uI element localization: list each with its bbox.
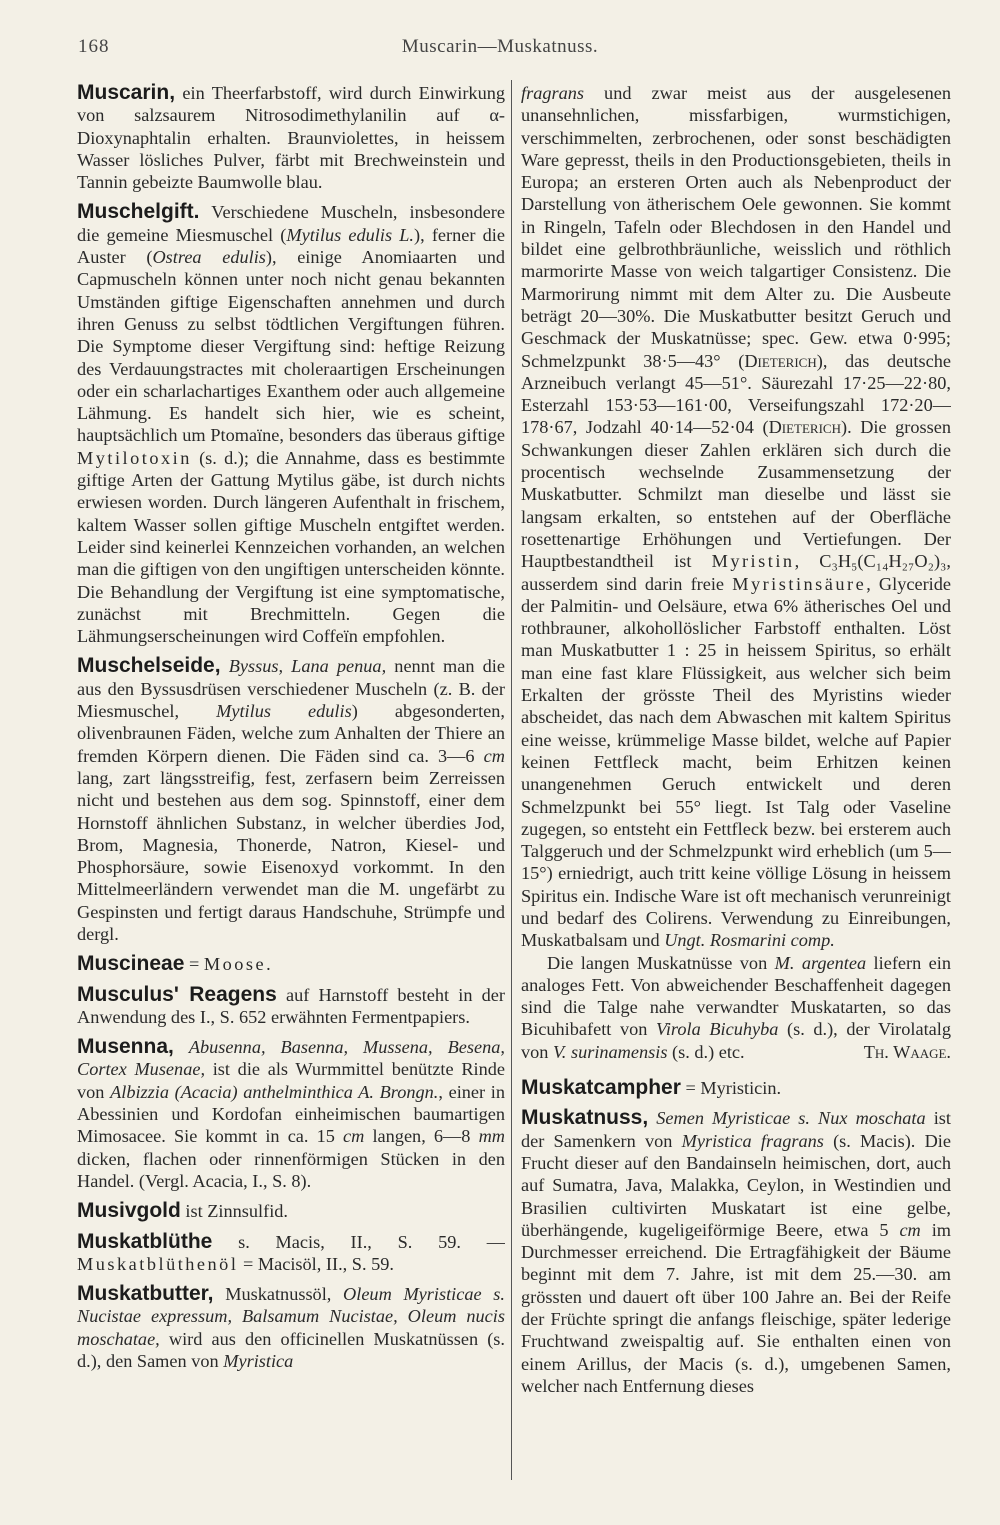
- author-name: Dieterich: [744, 350, 817, 371]
- spaced-term: Moose.: [203, 954, 274, 975]
- entry-text: ist Zinnsulfid.: [185, 1201, 289, 1222]
- entry-text: ) abgesonderten, olivenbraunen Fäden, welche zum Anhalten der Thiere an fremden Körpern dienen. Die Fäden sind ca. 3—6: [77, 701, 505, 766]
- taxon-name: Myristica fragrans: [681, 1130, 824, 1151]
- spaced-term: Myristinsäure: [732, 573, 867, 594]
- preparation-name: Ungt. Rosmarini comp.: [664, 930, 835, 951]
- synonyms: Byssus, Lana penua,: [228, 656, 387, 677]
- entry-text: , Glyceride der Palmitin- und Oelsäure, etwa 6% ätherisches Oel und rothbrauner, alkohollöslicher Farbstoff enthalten. Löst man Muskatbutter 1 : 25 in heissem Spiritus, so erhält man eine fast klare Flüssigkeit, aus welcher sich beim Erkalten der grösste Theil des Myristins wieder abscheidet, das nach dem Abwaschen mit kaltem Spiritus eine weisse, krümmelige Masse bildet, welche auf Papier keinen Fettfleck macht, beim Erhitzen keinen unangenehmen Geruch entwickelt und deren Schmelzpunkt bei 55° liegt. Ist Talg oder Vaseline zugegen, so entsteht ein Fettfleck bezw. bei ersterem auch Talggeruch und der Schmelzpunkt wird erheblich (um 5—15°) erniedrigt, auch tritt keine völlige Lösung in heissem Spiritus ein. Indische Ware ist oft mechanisch verunreinigt und bedarf des Colirens. Verwendung zu Einreibungen, Muskatbalsam und: [521, 573, 951, 951]
- taxon-name: fragrans: [521, 83, 584, 103]
- spaced-term: Muskatblüthenöl: [77, 1253, 239, 1274]
- entry-text: s. Macis, II., S. 59. —: [238, 1231, 505, 1252]
- left-column: [77, 82, 505, 1482]
- entry-text: ), ferner die Auster (: [77, 224, 505, 268]
- entry-text: = Macisöl, II., S. 59.: [242, 1253, 394, 1274]
- author-name: Dieterich: [768, 417, 841, 438]
- entry-text: auf Harnstoff besteht in der Anwendung des I., S. 652 erwähnten Fermentpapiers.: [77, 984, 505, 1027]
- headword-muscarin: Muscarin,: [77, 82, 176, 104]
- entry-text: ein Theerfarbstoff, wird durch Einwirkung von salzsaurem Nitrosodimethylanilin auf α-Dioxynaphtalin erhalten. Braunviolettes, in heissem Wasser lösliches Pulver, färbt mit Brechweinstein und Tannin gebeizte Baumwolle blau.: [77, 83, 505, 193]
- entry-text: im Durchmesser erreichend. Die Ertragfähigkeit der Bäume beginnt mit dem 7. Jahre, ist mit dem 25.—30. am grössten und dauert oft über 100 Jahre an. Bei der Reife der Früchte springt die anfangs fleischige, später lederige Fruchtwand zweispaltig auf. Sie enthalten einen von einem Arillus, der Macis (s. d.), umgebenen Samen, welcher nach Entfernung dieses: [521, 1219, 951, 1396]
- taxon-name: Albizzia (Acacia) anthelminthica A. Brongn.: [110, 1081, 439, 1102]
- entry-text: ist die als Wurmmittel benützte Rinde von: [77, 1059, 505, 1102]
- headword-musenna: Musenna,: [77, 1035, 174, 1059]
- unit: mm: [478, 1126, 505, 1147]
- entry-musculus: [77, 984, 505, 1029]
- headword-muschelseide: Muschelseide,: [77, 654, 221, 678]
- taxon-name: Mytilus edulis L.: [286, 224, 414, 245]
- entry-text: Die langen Muskatnüsse von: [547, 952, 768, 973]
- entry-muskatcampher: [521, 1077, 951, 1099]
- entry-text: , einer in Abessinien und Kordofan einheimischen baumartigen Mimosacee. Sie kommt in ca. 15: [77, 1081, 505, 1147]
- entry-text: (s. d.); die Annahme, dass es bestimmte giftige Arten der Gattung Mytilus gäbe, ist durch nichts erwiesen worden. Durch längeren Aufenthalt in frischem, kaltem Wasser sollen giftige Muscheln entgiftet werden. Leider sind keinerlei Kennzeichen vorhanden, an welchen man die giftigen von den ungiftigen unterscheiden könnte. Die Behandlung der Vergiftung ist eine symptomatische, zunächst mit Brechmitteln. Gegen die Lähmungserscheinungen wird Coffeïn empfohlen.: [77, 447, 505, 647]
- author-signature: Th. Waage.: [863, 1041, 951, 1062]
- headword-muskatnuss: Muskatnuss,: [521, 1106, 649, 1130]
- entry-text: , C₃H₅(C₁₄H₂₇O₂)₃, ausserdem sind darin freie: [521, 551, 951, 594]
- entry-text: dicken, flachen oder rinnenförmigen Stücken in den Handel. (Vergl. Acacia, I., S. 8).: [77, 1148, 505, 1191]
- entry-text: wird aus den officinellen Muskatnüssen (s. d.), den Samen von: [77, 1328, 505, 1372]
- spaced-term: Mytilotoxin: [77, 447, 192, 468]
- entry-muschelgift: [77, 201, 505, 647]
- entry-text: Verschiedene Muscheln, insbesondere die gemeine Miesmuschel (: [77, 202, 505, 245]
- synonyms: Abusenna, Basenna, Mussena, Besena, Cortex Musenae,: [77, 1037, 505, 1080]
- entry-musivgold: [77, 1200, 505, 1222]
- entry-muskatbutter: [77, 1283, 505, 1372]
- running-title: Muscarin—Muskatnuss.: [401, 36, 599, 57]
- entry-text: nennt man die aus den Byssusdrüsen verschiedener Muscheln (z. B. der Miesmuschel,: [77, 656, 505, 722]
- taxon-name: Mytilus edulis: [216, 701, 352, 722]
- taxon-name: Myristica: [223, 1351, 294, 1372]
- entry-muskatnuss: [521, 1107, 951, 1397]
- entry-muschelseide: [77, 655, 505, 945]
- entry-text: ). Die grossen Schwankungen dieser Zahlen erklären sich durch die procentisch wechselnde Zusammensetzung der Muskatbutter. Schmilzt man dieselbe und lässt sie langsam erkalten, so entstehen auf der Oberfläche rosettenartige Erhöhungen und Vertiefungen. Der Hauptbestandtheil ist: [521, 417, 951, 572]
- entry-text: =: [188, 954, 200, 975]
- unit: cm: [899, 1219, 921, 1240]
- entry-text: ), einige Anomiaarten und Capmuscheln können unter noch nicht genau bekannten Umständen giftige Eigenschaften annehmen und durch ihren Genuss zu selbst tödtlichen Vergiftungen führen. Die Symptome dieser Vergiftung sind: heftige Reizung des Verdauungstractes mit choleraartigen Erscheinungen oder ein scharlachartiges Exanthem oder auch allgemeine Lähmung. Es handelt sich hier, wie es scheint, hauptsächlich um Ptomaïne, besonders das überaus giftige: [77, 247, 505, 446]
- headword-muskatcampher: Muskatcampher: [521, 1076, 681, 1100]
- entry-text: lang, zart längsstreifig, fest, zerfasern beim Zerreissen nicht und bestehen aus dem sog. Spinnstoff, einer dem Hornstoff ähnlichen Substanz, in welcher überdies Jod, Brom, Magnesia, Thonerde, Natron, Kiesel- und Phosphorsäure, sowie Eisenoxyd vorkommt. In den Mittelmeerländern verwendet man die M. ungefärbt zu Gespinsten und fertigt daraus Handschuhe, Strümpfe und dergl.: [77, 767, 505, 944]
- column-divider: [511, 80, 512, 1480]
- page-number: 168: [78, 36, 110, 57]
- entry-text: (s. d.), der Virolatalg von: [521, 1019, 951, 1062]
- entry-muscarin: [77, 82, 505, 193]
- entry-text: = Myristicin.: [685, 1078, 782, 1099]
- entry-muscineae: [77, 953, 505, 975]
- synonyms: Oleum Myristicae s. Nucistae expressum, Balsamum Nucistae, Oleum nucis moschatae,: [77, 1284, 505, 1349]
- headword-muskatbutter: Muskatbutter,: [77, 1282, 214, 1306]
- taxon-name: Ostrea edulis: [152, 247, 266, 268]
- headword-muskatbluethe: Muskatblüthe: [77, 1229, 213, 1253]
- entry-text: liefern ein analoges Fett. Von abweichender Beschaffenheit dagegen sind die Talge nahe verwandter Muskatarten, so das Bicuhibafett von: [521, 952, 951, 1040]
- entry-text: (s. d.) etc.: [672, 1041, 745, 1062]
- entry-text: (s. Macis). Die Frucht dieser auf den Bandainseln heimischen, dort, auch auf Sumatra, Java, Malakka, Ceylon, in Westindien und Brasilien cultivirten Muskatart ist eine gelbe, überhängende, kugeligeiförmige Beere, etwa 5: [521, 1130, 951, 1240]
- entry-text: und zwar meist aus der ausgelesenen unansehnlichen, missfarbigen, wurmstichigen, verschimmelten, zerbrochenen, oder sonst beschädigten Ware gepresst, theils in den Productionsgebieten, theils in Europa; an ersteren Orten auch als Nebenproduct der Darstellung von ätherischem Oele gewonnen. Sie kommt in Ringeln, Tafeln oder Blechdosen in den Handel und bildet eine gelbrothbräunliche, weisslich und röthlich marmorirte Masse von weich talgartiger Consistenz. Die Marmorirung nimmt mit dem Alter zu. Die Ausbeute beträgt 20—30%. Die Muskatbutter besitzt Geruch und Geschmack der Muskatnüsse; spec. Gew. etwa 0·995; Schmelzpunkt 38·5—43° (: [521, 83, 951, 371]
- headword-muscineae: Muscineae: [77, 952, 185, 976]
- entry-musenna: [77, 1036, 505, 1192]
- headword-muschelgift: Muschelgift.: [77, 200, 200, 224]
- taxon-name: Virola Bicuhyba: [656, 1019, 779, 1040]
- page-header: [0, 30, 1000, 66]
- headword-musivgold: Musivgold: [77, 1199, 181, 1223]
- taxon-name: V. surinamensis: [553, 1041, 668, 1062]
- entry-text: ist der Samenkern von: [521, 1108, 951, 1151]
- synonyms: Semen Myristicae s. Nux moschata: [656, 1108, 926, 1129]
- entry-text: langen, 6—8: [372, 1126, 471, 1147]
- right-column: [521, 82, 951, 1482]
- spaced-term: Myristin: [711, 551, 795, 572]
- headword-musculus: Musculus' Reagens: [77, 982, 277, 1006]
- entry-muskatbutter-continued: [521, 82, 951, 952]
- entry-text: ), das deutsche Arzneibuch verlangt 45—51°. Säurezahl 17·25—22·80, Esterzahl 153·53—161·00, Verseifungszahl 172·20—178·67, Jodzahl 40·14—52·04 (: [521, 350, 951, 438]
- unit: cm: [483, 745, 505, 766]
- unit: cm: [343, 1126, 365, 1147]
- paragraph-long-nutmegs: [521, 952, 951, 1063]
- entry-text: Muskatnussöl,: [225, 1284, 332, 1305]
- entry-muskatbluethe: [77, 1231, 505, 1276]
- taxon-name: M. argentea: [774, 952, 867, 973]
